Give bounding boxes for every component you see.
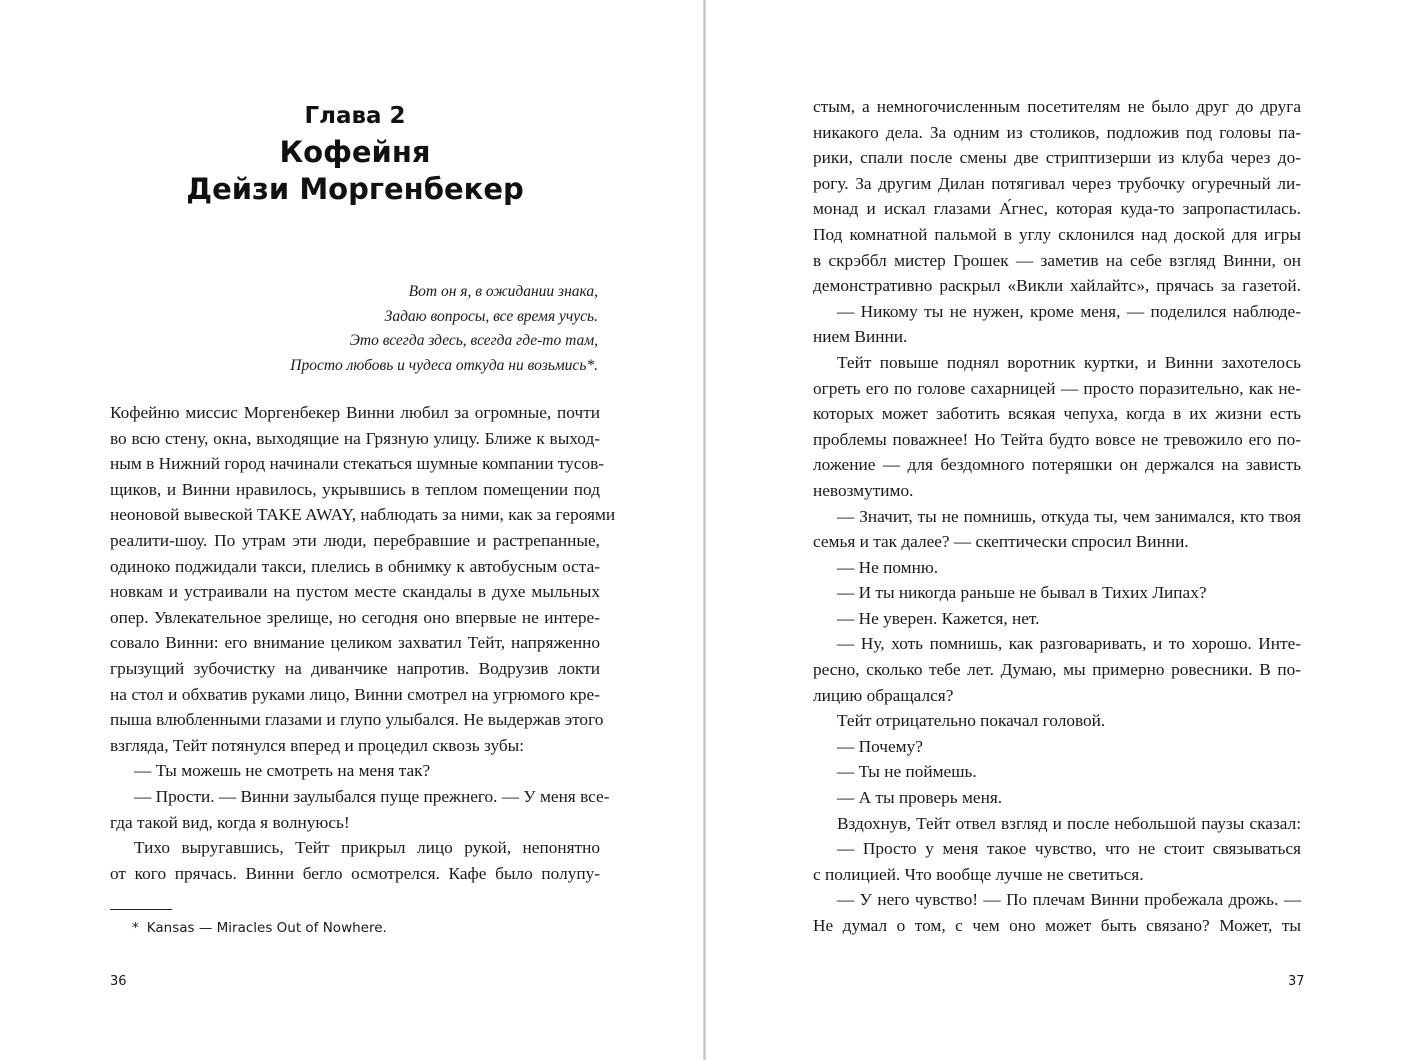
text-line: гда такой вид, когда я волнуюсь! <box>110 812 350 832</box>
text-line: — Ты не поймешь. <box>837 762 977 782</box>
text-line: от кого прячась. Винни бегло осмотрелся. Кафе было полупу- <box>110 863 600 883</box>
text-line: нием Винни. <box>813 327 908 347</box>
text-line: ложение — для бездомного потеряшки он держался на зависть <box>813 455 1301 475</box>
page-number-right: 37 <box>1288 974 1305 989</box>
text-line: лицию обращался? <box>813 685 954 705</box>
text-line: неоновой вывеской TAKE AWAY, наблюдать за ними, как за героями <box>110 505 616 525</box>
text-line: — Не уверен. Кажется, нет. <box>837 608 1040 628</box>
right-page-body <box>813 94 1301 939</box>
chapter-title-line-2: Дейзи Моргенбекер <box>186 172 524 206</box>
text-line: во всю стену, окна, выходящие на Грязную улицу. Ближе к выход- <box>110 428 600 448</box>
text-line: никакого дела. За одним из столиков, подложив под головы па- <box>813 122 1301 142</box>
book-gutter <box>703 0 706 1060</box>
epigraph-line: Просто любовь и чудеса откуда ни возьмись*. <box>290 356 598 374</box>
epigraph-line: Это всегда здесь, всегда где-то там, <box>349 332 598 349</box>
text-line: — Никому ты не нужен, кроме меня, — поделился наблюде- <box>837 301 1301 321</box>
text-line: демонстративно раскрыл «Викли хайлайтс», прячась за газетой. <box>813 276 1301 296</box>
left-page-body <box>110 400 616 886</box>
text-line: реалити-шоу. По утрам эти люди, перебравшие и растрепанные, <box>110 530 600 550</box>
text-line: совало Винни: его внимание целиком захватил Тейт, напряженно <box>110 633 600 653</box>
text-line: Тейт повыше поднял воротник куртки, и Винни захотелось <box>837 352 1301 372</box>
text-line: ным в Нижний город начинали стекаться шумные компании тусов- <box>110 454 605 474</box>
text-line: Кофейню миссис Моргенбекер Винни любил за огромные, почти <box>110 403 600 422</box>
epigraph <box>250 280 598 378</box>
text-line: — У него чувство! — По плечам Винни пробежала дрожь. — <box>837 890 1301 910</box>
text-line: — Не помню. <box>837 557 939 577</box>
text-line: Не думал о том, с чем оно может быть связано? Может, ты <box>813 916 1301 935</box>
text-line: — Ты можешь не смотреть на меня так? <box>134 761 431 781</box>
epigraph-line: Вот он я, в ожидании знака, <box>408 283 598 300</box>
text-line: — И ты никогда раньше не бывал в Тихих Липах? <box>837 583 1207 603</box>
text-line: которых может заботить всякая чепуха, когда в их жизни есть <box>813 404 1301 424</box>
text-line: огреть его по голове сахарницей — просто поразительно, как не- <box>813 378 1301 398</box>
text-line: щиков, и Винни нравилось, укрывшись в теплом помещении под <box>110 479 600 499</box>
footnote-divider <box>110 909 172 910</box>
text-line: семья и так далее? — скептически спросил Винни. <box>813 532 1189 552</box>
text-line: взгляда, Тейт потянулся вперед и процедил сквозь зубы: <box>110 735 525 755</box>
text-line: на стол и обхватив руками лицо, Винни смотрел на угрюмого кре- <box>110 684 600 704</box>
text-line: Вздохнув, Тейт отвел взгляд и после небольшой паузы сказал: <box>837 813 1301 833</box>
text-line: пыша влюбленными глазами и глупо улыбался. Не выдержав этого <box>110 710 604 730</box>
text-line: рики, спали после смены две стриптизерши из клуба через до- <box>813 148 1301 168</box>
chapter-title-line-1: Кофейня <box>279 135 431 169</box>
text-line: рогу. За другим Дилан потягивал через трубочку огуречный ли- <box>813 173 1301 193</box>
text-line: — Ну, хоть помнишь, как разговаривать, и то хорошо. Инте- <box>837 634 1301 654</box>
page-number-left: 36 <box>110 974 127 989</box>
text-line: грызущий зубочистку на диванчике напротив. Водрузив локти <box>110 658 600 678</box>
text-line: проблемы поважнее! Но Тейта будто вовсе не тревожило его по- <box>813 429 1301 449</box>
text-line: Тейт отрицательно покачал головой. <box>837 711 1106 731</box>
chapter-number: Глава 2 <box>304 103 406 129</box>
chapter-heading <box>110 98 600 208</box>
text-line: — Значит, ты не помнишь, откуда ты, чем занимался, кто твоя <box>837 506 1301 526</box>
text-line: — Почему? <box>837 736 923 756</box>
text-line: стым, а немногочисленным посетителям не было друг до друга <box>813 97 1301 116</box>
footnote <box>132 918 387 938</box>
text-line: невозмутимо. <box>813 480 914 500</box>
text-line: новкам и устраивали на пустом месте скандалы в духе мыльных <box>110 582 600 602</box>
text-line: — Просто у меня такое чувство, что не стоит связываться <box>837 839 1301 859</box>
text-line: монад и искал глазами А́гнес, которая куда-то запропастилась. <box>813 199 1301 219</box>
footnote-text: Kansas — Miracles Out of Nowhere. <box>146 920 387 936</box>
text-line: ресно, сколько тебе лет. Думаю, мы примерно ровесники. В по- <box>813 660 1301 680</box>
footnote-mark: * <box>132 920 139 936</box>
text-line: с полицией. Что вообще лучше не светиться. <box>813 864 1144 884</box>
text-line: опер. Увлекательное зрелище, но сегодня оно впервые не интере- <box>110 607 600 627</box>
text-line: Тихо выругавшись, Тейт прикрыл лицо рукой, непонятно <box>134 838 600 858</box>
text-line: — Прости. — Винни заулыбался пуще прежнего. — У меня все- <box>134 786 610 806</box>
text-line: одиноко поджидали такси, плелись в обнимку к автобусным оста- <box>110 556 600 576</box>
text-line: Под комнатной пальмой в углу склонился над доской для игры <box>813 224 1301 244</box>
text-line: — А ты проверь меня. <box>837 788 1003 808</box>
epigraph-line: Задаю вопросы, все время учусь. <box>384 307 598 325</box>
text-line: в скрэббл мистер Грошек — заметив на себе взгляд Винни, он <box>813 250 1301 270</box>
